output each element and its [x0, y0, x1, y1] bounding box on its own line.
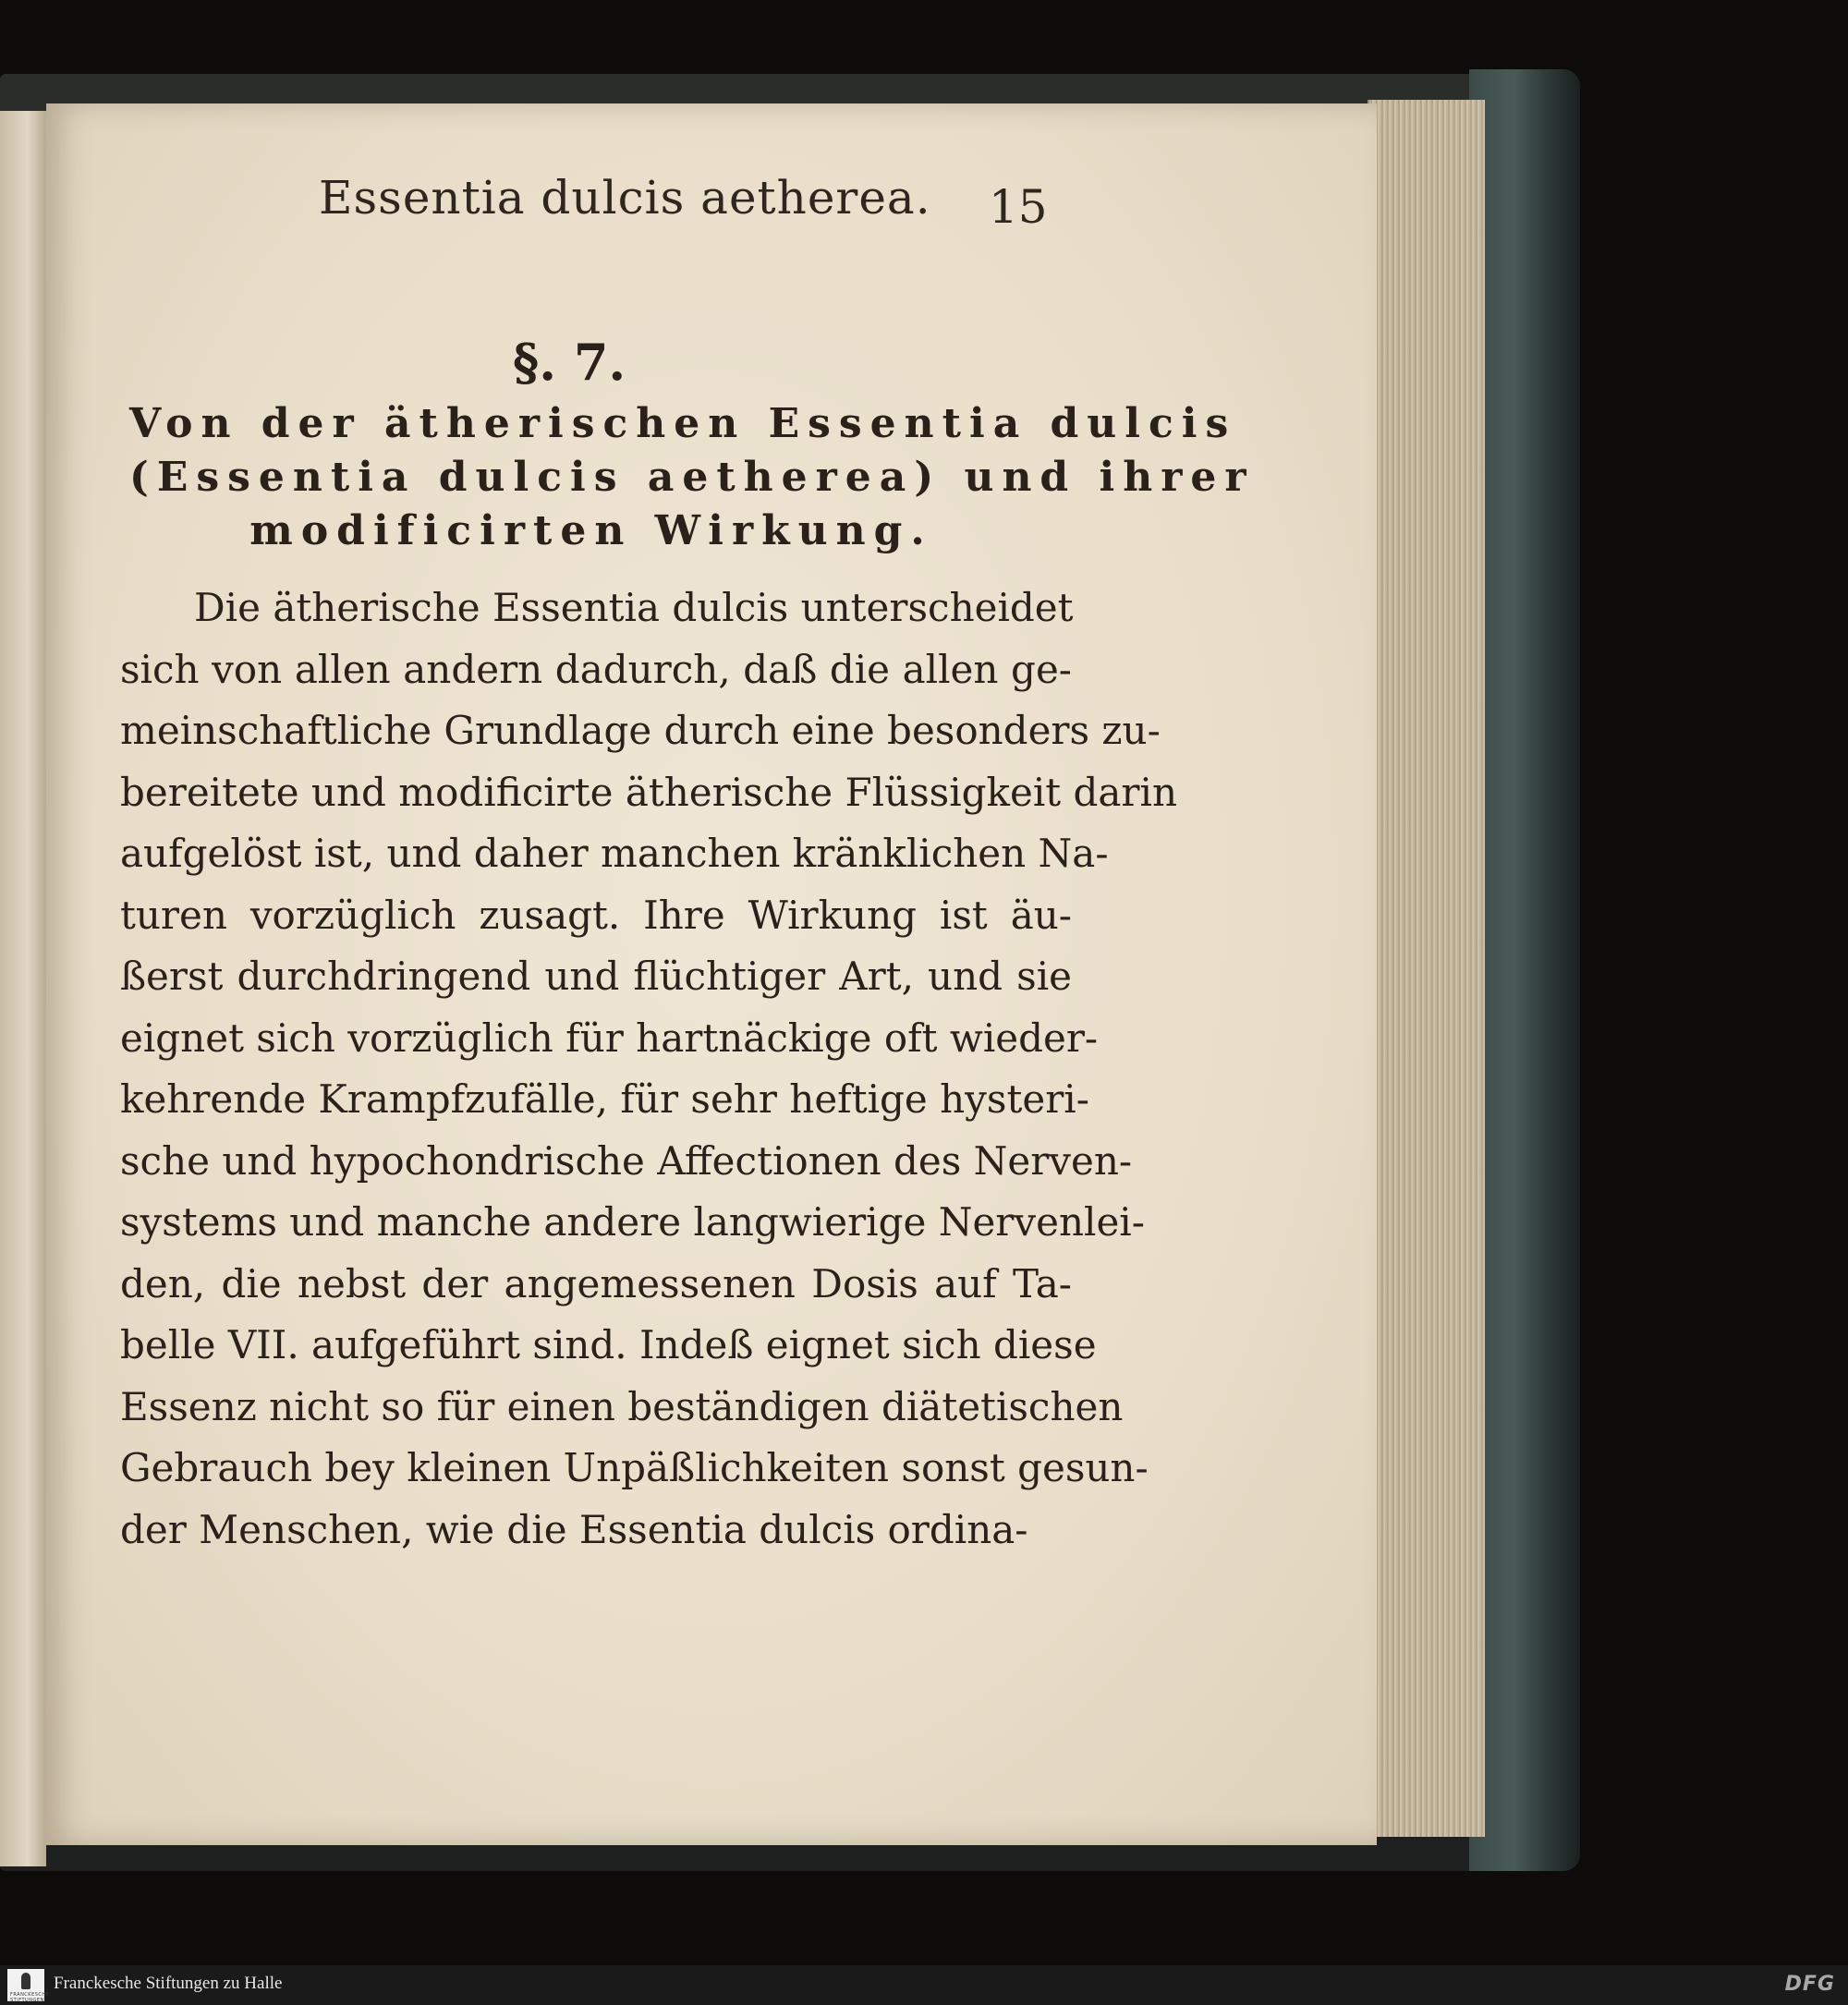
text-line: ßerst durchdringend und flüchtiger Art, und sie: [120, 954, 1072, 999]
text-line: kehrende Krampfzufälle, für sehr heftige hysteri-: [120, 1076, 1089, 1122]
text-line: systems und manche andere langwierige Nervenlei-: [120, 1199, 1145, 1245]
heading-line: modificirten Wirkung.: [249, 507, 933, 554]
text-line: Gebrauch bey kleinen Unpäßlichkeiten sonst gesun-: [120, 1445, 1149, 1490]
text-line: turen vorzüglich zusagt. Ihre Wirkung ist äu-: [120, 892, 1072, 938]
text-line: sich von allen andern dadurch, daß die allen ge-: [120, 646, 1072, 692]
logo-caption: FRANCKESCHE STIFTUNGEN: [10, 1992, 50, 2003]
page-number: 15: [989, 180, 1048, 234]
orphan-statue-icon: [21, 1973, 30, 1989]
text-line: Essenz nicht so für einen beständigen diätetischen: [120, 1383, 1124, 1429]
running-head: Essentia dulcis aetherea.: [319, 171, 931, 225]
section-number: §. 7.: [513, 333, 626, 392]
institution-name: Franckesche Stiftungen zu Halle: [54, 1974, 283, 1993]
text-line: sche und hypochondrische Affectionen des Nerven-: [120, 1137, 1133, 1184]
heading-line: Von der ätherischen Essentia dulcis: [129, 400, 1237, 447]
text-line: belle VII. aufgeführt sind. Indeß eignet sich diese: [120, 1322, 1097, 1367]
text-line: eignet sich vorzüglich für hartnäckige oft wieder-: [120, 1015, 1099, 1061]
institution-logo[interactable]: [7, 1969, 50, 2003]
text-line: bereitete und modificirte ätherische Flüssigkeit darin: [120, 769, 1177, 815]
text-line: der Menschen, wie die Essentia dulcis ordina-: [120, 1506, 1028, 1552]
dfg-logo[interactable]: DFG: [1784, 1973, 1835, 1996]
text-line: aufgelöst ist, und daher manchen kränklichen Na-: [120, 831, 1109, 876]
viewer-footer: [0, 1965, 1848, 2005]
section-heading: [129, 397, 1255, 558]
text-line: den, die nebst der angemessenen Dosis auf Ta-: [120, 1260, 1072, 1306]
left-page-edge: [0, 111, 46, 1866]
heading-line: (Essentia dulcis aetherea) und ihrer: [129, 454, 1255, 501]
body-paragraph: [120, 577, 1177, 1561]
text-line: meinschaftliche Grundlage durch eine besonders zu-: [120, 708, 1161, 753]
text-line: Die ätherische Essentia dulcis unterscheidet: [194, 585, 1074, 630]
book-spine: [1469, 69, 1580, 1871]
page-edges: [1368, 100, 1485, 1837]
